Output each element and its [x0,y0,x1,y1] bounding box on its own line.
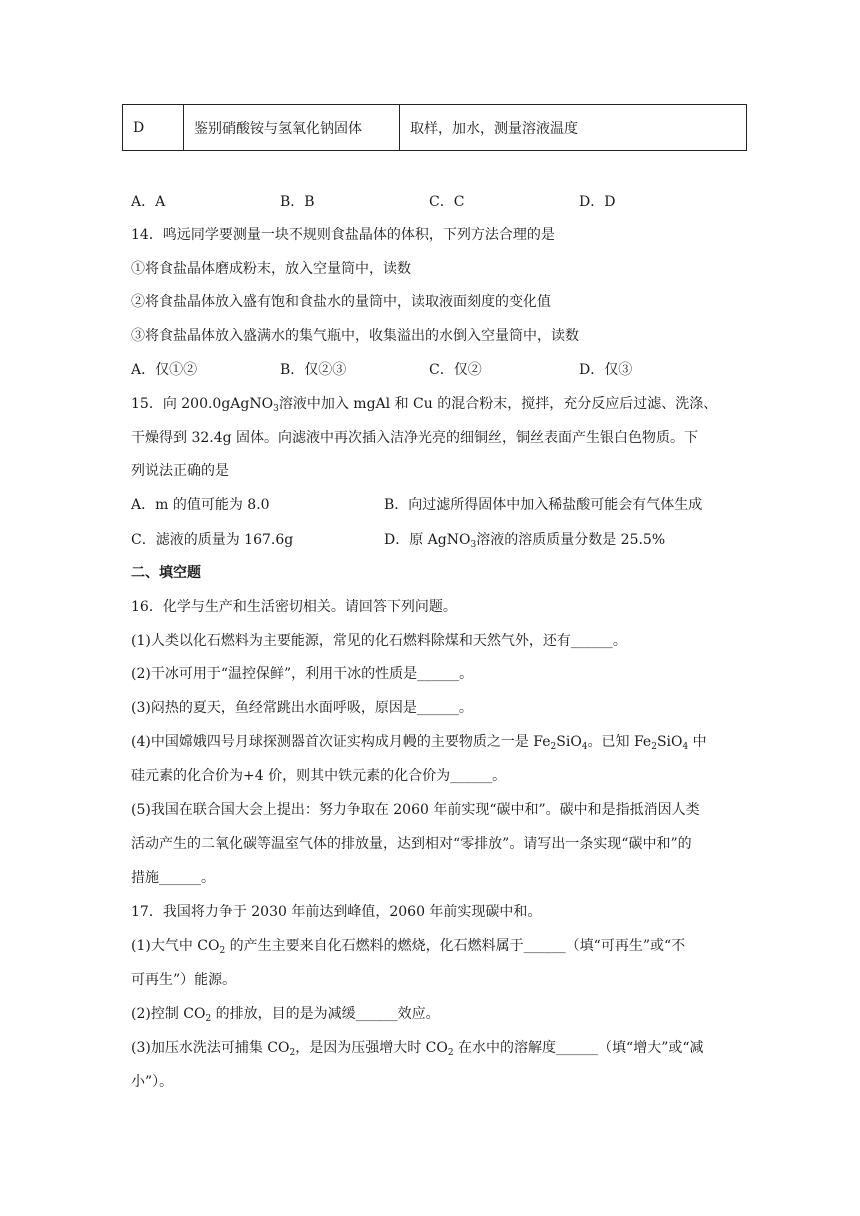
q15-line-3: 列说法正确的是 [131,463,229,479]
text: SiO [556,734,582,750]
q15-line-1 [131,394,717,414]
q16-stem: 16．化学与生产和生活密切相关。请回答下列问题。 [131,599,457,615]
q14-option-a: A．仅①② [131,362,198,378]
text: 的产生主要来自化石燃料的燃烧，化石燃料属于______（填“可再生”或“不 [225,938,686,954]
q14-item-3: ③将食盐晶体放入盛满水的集气瓶中，收集溢出的水倒入空量筒中，读数 [131,328,579,344]
q15-line-2: 干燥得到 32.4g 固体。向滤液中再次插入洁净光亮的细铜丝，铜丝表面产生银白色物质。下 [131,430,699,446]
text: (4)中国嫦娥四号月球探测器首次证实构成月幔的主要物质之一是 Fe [131,734,551,750]
text: (2)控制 CO [131,1006,206,1022]
table-cell-label: D [123,105,184,151]
q15-text: 15．向 200.0gAgNO [131,396,274,412]
q14-option-d: D．仅③ [579,362,633,378]
q14-stem: 14．鸣远同学要测量一块不规则食盐晶体的体积，下列方法合理的是 [131,227,555,243]
subscript: 2 [550,742,557,752]
q17-part-2 [131,1004,440,1024]
q17-part-1-line-1 [131,936,685,956]
q15-option-d-text: 溶液的溶质质量分数是 25.5% [476,532,666,548]
q16-part-5-line-3: 措施______。 [131,870,215,886]
q13-option-d: D．D [579,194,616,210]
table-cell-method: 取样，加水，测量溶液温度 [400,105,747,151]
text: SiO [656,734,683,750]
q15-text: 溶液中加入 mgAl 和 Cu 的混合粉末，搅拌，充分反应后过滤、洗涤、 [278,396,718,412]
q16-part-2: (2)干冰可用于“温控保鲜”，利用干冰的性质是______。 [131,666,474,682]
table-cell-task: 鉴别硝酸铵与氢氧化钠固体 [184,105,400,151]
text: ，是因为压强增大时 CO [295,1040,448,1056]
q14-item-2: ②将食盐晶体放入盛有饱和食盐水的量筒中，读取液面刻度的变化值 [131,294,551,310]
q16-part-5-line-1: (5)我国在联合国大会上提出：努力争取在 2060 年前实现“碳中和”。碳中和是指抵消因人类 [131,802,700,818]
q16-part-5-line-2: 活动产生的二氧化碳等温室气体的排放量，达到相对“零排放”。请写出一条实现“碳中和”的 [131,836,692,852]
text: (3)加压水洗法可捕集 CO [131,1040,290,1056]
subscript: 3 [470,540,477,550]
q15-option-c: C．滤液的质量为 167.6g [131,532,294,548]
text: 的排放，目的是为减缓______效应。 [211,1006,440,1022]
q16-part-1: (1)人类以化石燃料为主要能源，常见的化石燃料除煤和天然气外，还有______。 [131,633,627,649]
table-row [123,105,747,151]
q14-item-1: ①将食盐晶体磨成粉末，放入空量筒中，读数 [131,261,411,277]
subscript: 3 [273,404,279,414]
q17-part-1-line-2: 可再生”）能源。 [131,972,237,988]
subscript: 4 [581,742,588,752]
subscript: 2 [447,1048,454,1058]
text: (1)大气中 CO [131,938,220,954]
q13-option-a: A．A [131,194,166,210]
q13-option-c: C．C [429,194,465,210]
q16-part-4-line-2: 硅元素的化合价为+4 价，则其中铁元素的化合价为______。 [131,768,507,784]
section-heading: 二、填空题 [131,565,201,581]
subscript: 2 [205,1014,212,1024]
q16-part-3: (3)闷热的夏天，鱼经常跳出水面呼吸，原因是______。 [131,700,473,716]
q15-option-d-text: D．原 AgNO [384,532,471,548]
q14-option-b: B．仅②③ [280,362,347,378]
q15-option-b: B．向过滤所得固体中加入稀盐酸可能会有气体生成 [384,497,703,513]
q13-option-b: B．B [280,194,315,210]
q17-stem: 17．我国将力争于 2030 年前达到峰值，2060 年前实现碳中和。 [131,904,542,920]
subscript: 2 [289,1048,296,1058]
text: 在水中的溶解度______（填“增大”或“减 [453,1040,704,1056]
subscript: 2 [651,742,657,752]
q17-part-3-line-1 [131,1038,704,1058]
subscript: 4 [682,742,689,752]
q16-part-4-line-1 [131,732,707,752]
q15-option-d [384,530,665,550]
subscript: 2 [219,946,226,956]
q17-part-3-line-2: 小”）。 [131,1074,174,1090]
q15-option-a: A．m 的值可能为 8.0 [131,497,270,513]
answer-table [122,104,747,151]
text: 中 [688,734,707,750]
text: 。已知 Fe [587,734,652,750]
q14-option-c: C．仅② [429,362,482,378]
